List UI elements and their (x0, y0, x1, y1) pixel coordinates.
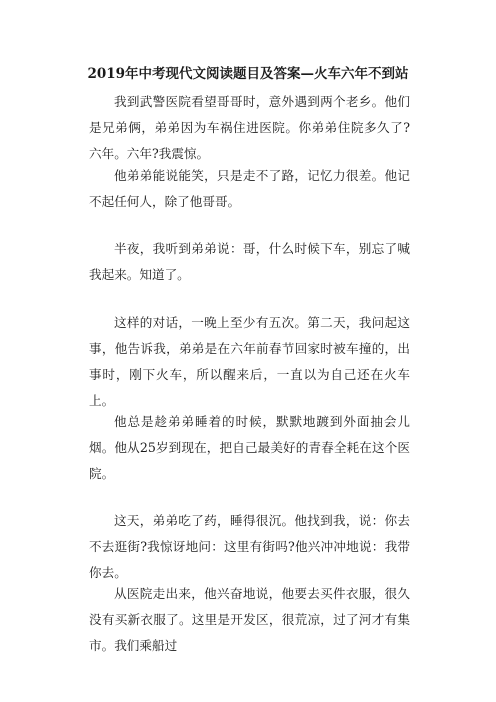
paragraph-7: 从医院走出来，他兴奋地说，他要去买件衣服，很久没有买新衣服了。这里是开发区，很荒凉，过了河才有集市。我们乘船过 (89, 586, 410, 653)
paragraph-5: 他总是趁弟弟睡着的时候，默默地踱到外面抽会儿烟。他从25岁到现在，把自己最美好的青春全耗在这个医院。 (89, 414, 410, 481)
paragraph-3: 半夜，我听到弟弟说：哥，什么时候下车，别忘了喊我起来。知道了。 (89, 241, 410, 282)
paragraph-2: 他弟弟能说能笑，只是走不了路，记忆力很差。他记不起任何人，除了他哥哥。 (89, 168, 410, 209)
document-title: 2019年中考现代文阅读题目及答案—火车六年不到站 (87, 66, 409, 82)
paragraph-4: 这样的对话，一晚上至少有五次。第二天，我问起这事，他告诉我，弟弟是在六年前春节回家时被车撞的，出事时，刚下火车，所以醒来后，一直以为自己还在火车上。 (89, 315, 410, 408)
paragraph-6: 这天，弟弟吃了药，睡得很沉。他找到我，说：你去不去逛街?我惊讶地问：这里有街吗?他兴冲冲地说：我带你去。 (89, 513, 410, 580)
paragraph-1: 我到武警医院看望哥哥时，意外遇到两个老乡。他们是兄弟俩，弟弟因为车祸住进医院。你弟弟住院多久了?六年。六年?我震惊。 (89, 94, 410, 161)
